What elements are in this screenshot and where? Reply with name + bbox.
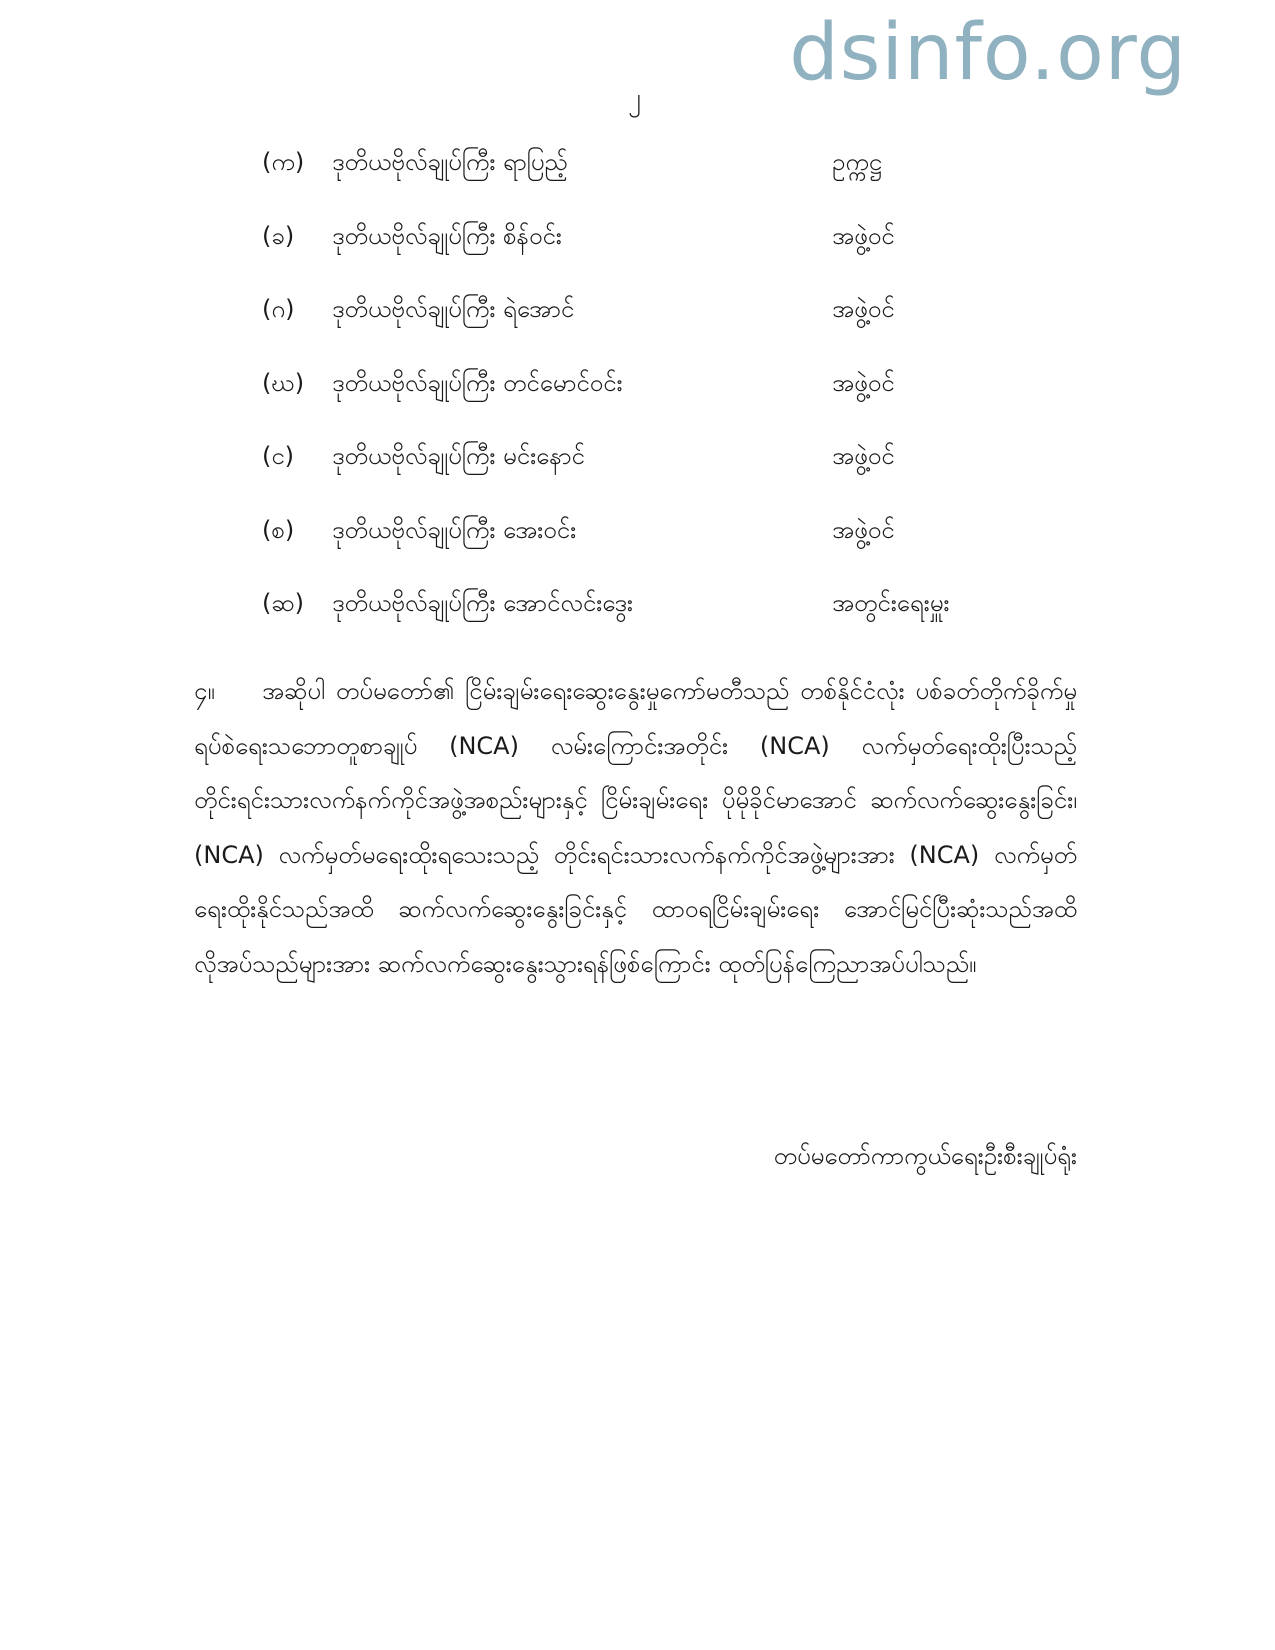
member-name: ဒုတိယဗိုလ်ချုပ်ကြီး အေးဝင်း — [332, 515, 577, 544]
member-name: ဒုတိယဗိုလ်ချုပ်ကြီး စိန်ဝင်း — [332, 221, 562, 250]
member-role: ဥက္ကဋ္ဌ — [832, 148, 882, 176]
member-role: အဖွဲ့ဝင် — [832, 368, 895, 397]
member-index: (ဂ) — [262, 295, 295, 323]
member-name: ဒုတိယဗိုလ်ချုပ်ကြီး တင်မောင်ဝင်း — [332, 368, 623, 397]
watermark: dsinfo.org — [789, 8, 1187, 98]
paragraph-text: အဆိုပါ တပ်မတော်၏ ငြိမ်းချမ်းရေးဆွေးနွေးမှုကော်မတီသည် တစ်နိုင်ငံလုံး ပစ်ခတ်တိုက်ခိုက်မှုရပ်စဲရေးသဘောတူစာချုပ် (NCA) လမ်းကြောင်းအတိုင်း (NCA) လက်မှတ်ရေးထိုးပြီးသည့် တိုင်းရင်းသားလက်နက်ကိုင်အဖွဲ့အစည်းများနှင့် ငြိမ်းချမ်းရေး ပိုမိုခိုင်မာအောင် ဆက်လက်ဆွေးနွေးခြင်း၊ (NCA) လက်မှတ်မရေးထိုးရသေးသည့် တိုင်းရင်းသားလက်နက်ကိုင်အဖွဲ့များအား (NCA) လက်မှတ်ရေးထိုးနိုင်သည်အထိ ဆက်လက်ဆွေးနွေးခြင်းနှင့် ထာဝရငြိမ်းချမ်းရေး အောင်မြင်ပြီးဆုံးသည်အထိ လိုအပ်သည်များအား ဆက်လက်ဆွေးနွေးသွားရန်ဖြစ်ကြောင်း ထုတ်ပြန်ကြေညာအပ်ပါသည်။ — [194, 677, 1077, 978]
member-name: ဒုတိယဗိုလ်ချုပ်ကြီး ရာပြည့် — [332, 148, 568, 176]
paragraph-number: ၄။ — [194, 677, 215, 705]
member-index: (ဆ) — [262, 589, 304, 617]
member-row — [262, 583, 982, 657]
member-role: အဖွဲ့ဝင် — [832, 515, 895, 544]
issuing-office-signature: တပ်မတော်ကာကွယ်ရေးဦးစီးချုပ်ရုံး — [773, 1142, 1077, 1170]
member-role: အဖွဲ့ဝင် — [832, 442, 895, 470]
member-index: (က) — [262, 148, 305, 176]
member-name: ဒုတိယဗိုလ်ချုပ်ကြီး ရဲအောင် — [332, 295, 575, 323]
member-name: ဒုတိယဗိုလ်ချုပ်ကြီး အောင်လင်းဒွေး — [332, 589, 633, 617]
member-row — [262, 289, 982, 363]
committee-member-list — [262, 142, 982, 657]
member-row — [262, 142, 982, 216]
member-row — [262, 216, 982, 290]
page-number: ၂ — [628, 83, 641, 113]
member-row — [262, 510, 982, 584]
member-index: (စ) — [262, 515, 295, 544]
member-index: (င) — [262, 442, 295, 470]
member-row — [262, 436, 982, 510]
member-role: အဖွဲ့ဝင် — [832, 221, 895, 250]
member-index: (ဃ) — [262, 368, 305, 397]
member-role: အဖွဲ့ဝင် — [832, 295, 895, 323]
member-row — [262, 363, 982, 437]
announcement-paragraph — [194, 664, 1077, 991]
member-index: (ခ) — [262, 221, 295, 250]
member-name: ဒုတိယဗိုလ်ချုပ်ကြီး မင်းနောင် — [332, 442, 585, 470]
member-role: အတွင်းရေးမှူး — [832, 589, 950, 617]
